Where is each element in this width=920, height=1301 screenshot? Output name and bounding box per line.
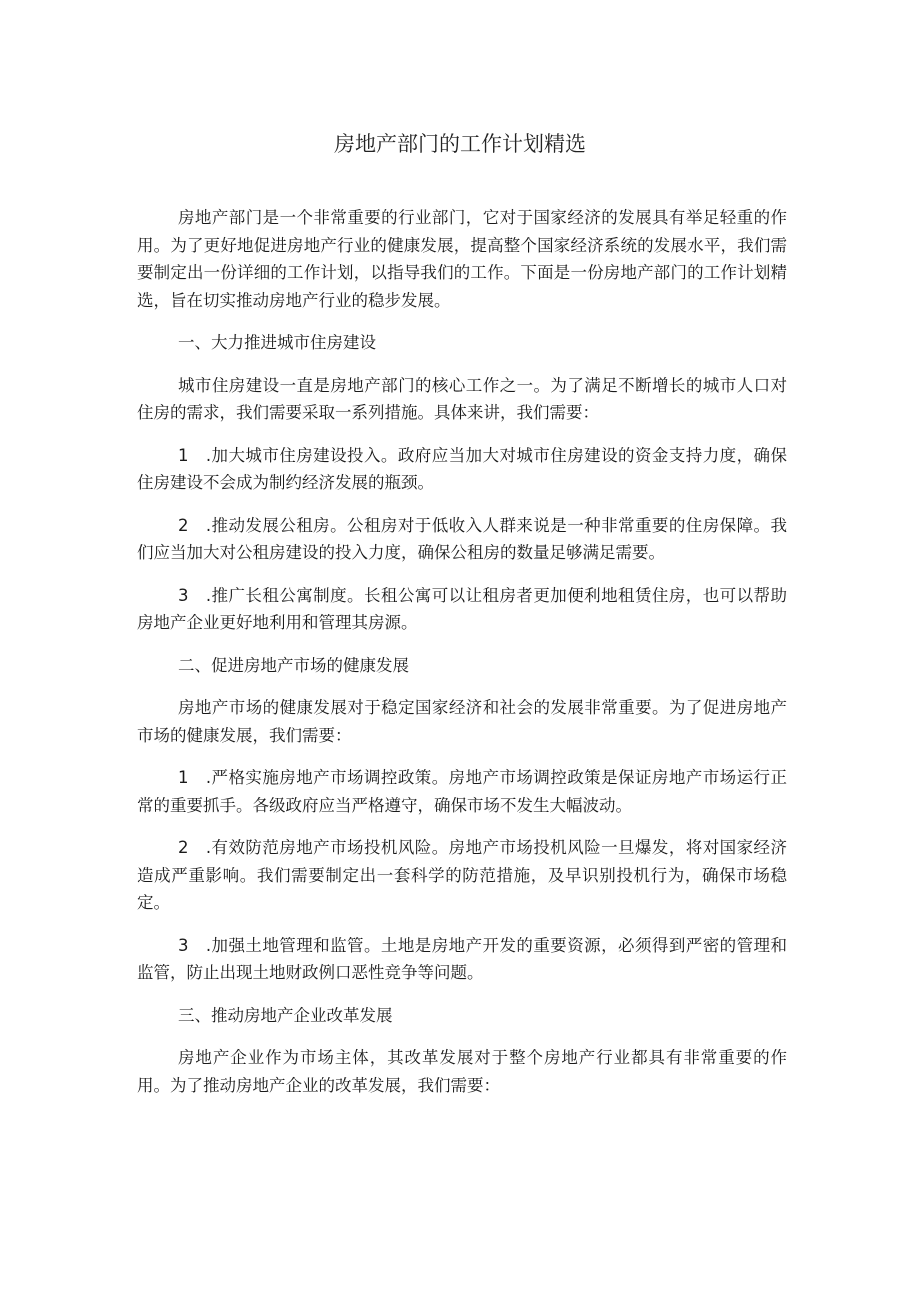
section-heading-3: 三、推动房地产企业改革发展	[178, 1005, 393, 1025]
section-3-intro: 房地产企业作为市场主体，其改革发展对于整个房地产行业都具有非常重要的作用。为了推动房地产企业的改革发展，我们需要：	[137, 1048, 787, 1095]
section-1-item-3: 3 .推广长租公寓制度。长租公寓可以让租房者更加便利地租赁住房，也可以帮助房地产企业更好地利用和管理其房源。	[137, 585, 787, 632]
section-2-item-3: 3 .加强土地管理和监管。土地是房地产开发的重要资源，必须得到严密的管理和监管，防止出现土地财政例口恶性竞争等问题。	[137, 935, 787, 982]
section-2-item-2: 2 .有效防范房地产市场投机风险。房地产市场投机风险一旦爆发，将对国家经济造成严重影响。我们需要制定出一套科学的防范措施，及早识别投机行为，确保市场稳定。	[137, 838, 787, 912]
section-heading-2: 二、促进房地产市场的健康发展	[178, 655, 409, 675]
intro-paragraph: 房地产部门是一个非常重要的行业部门，它对于国家经济的发展具有举足轻重的作用。为了更好地促进房地产行业的健康发展，提高整个国家经济系统的发展水平，我们需要制定出一份详细的工作计划，以指导我们的工作。下面是一份房地产部门的工作计划精选，旨在切实推动房地产行业的稳步发展。	[137, 208, 787, 310]
section-1-item-1: 1 .加大城市住房建设投入。政府应当加大对城市住房建设的资金支持力度，确保住房建设不会成为制约经济发展的瓶颈。	[137, 445, 787, 492]
document-body	[137, 204, 787, 1114]
section-2-intro: 房地产市场的健康发展对于稳定国家经济和社会的发展非常重要。为了促进房地产市场的健康发展，我们需要：	[137, 698, 787, 745]
section-heading-1: 一、大力推进城市住房建设	[178, 333, 376, 352]
section-2-item-1: 1 .严格实施房地产市场调控政策。房地产市场调控政策是保证房地产市场运行正常的重要抓手。各级政府应当严格遵守，确保市场不发生大幅波动。	[137, 768, 787, 815]
section-1-item-2: 2 .推动发展公租房。公租房对于低收入人群来说是一种非常重要的住房保障。我们应当加大对公租房建设的投入力度，确保公租房的数量足够满足需要。	[137, 515, 787, 562]
document-title: 房地产部门的工作计划精选	[334, 132, 586, 156]
section-1-intro: 城市住房建设一直是房地产部门的核心工作之一。为了满足不断增长的城市人口对住房的需求，我们需要采取一系列措施。具体来讲，我们需要：	[137, 375, 787, 422]
